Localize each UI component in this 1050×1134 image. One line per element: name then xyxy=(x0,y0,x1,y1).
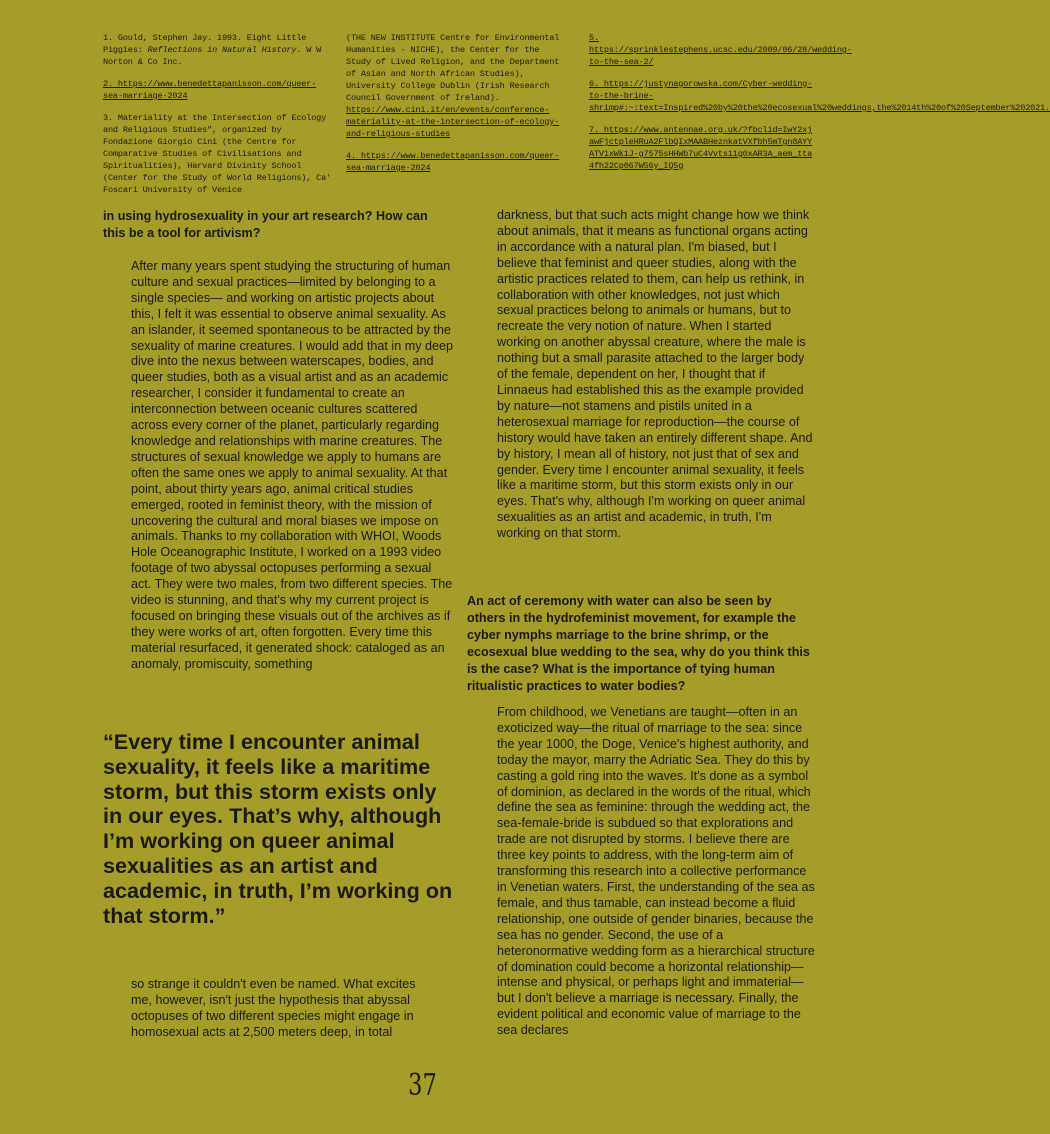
footnote-4[interactable]: 4. https://www.benedettapanisson.com/queer-sea-marriage-2024 xyxy=(346,151,560,173)
interview-question-2: An act of ceremony with water can also be seen by others in the hydrofeminist movement, for example the cyber nymphs marriage to the brine shrimp, or the ecosexual blue wedding to the sea, why do you think this is the case? What is the importance of tying human ritualistic practices to water bodies? xyxy=(467,594,810,693)
footnote-1: 1. Gould, Stephen Jay. 1993. Eight Little Piggies: Reflections in Natural History. W W Norton & Co Inc. xyxy=(103,33,322,67)
interview-answer-2: From childhood, we Venetians are taught—often in an exoticized way—the ritual of marriage to the sea: since the year 1000, the Doge, Venice's highest authority, and today the mayor, marry the Adriatic Sea. They do this by casting a gold ring into the waves. It's done as a symbol of dominion, as declared in the words of the ritual, which define the sea as feminine: through the wedding act, the sea-female-bride is subdued so that explorations and trade are not disrupted by storms. I believe there are three key points to address, with the long-term aim of transforming this research into a collective performance in Venetian waters. First, the understanding of the sea as female, and thus tamable, can instead become a fluid relationship, one outside of gender binaries, because the sea has no gender. Second, the use of a heteronormative wedding form as a hierarchical structure of domination could become a horizontal relationship—intense and physical, or perhaps light and immaterial—but I don't believe a marriage is necessary. Finally, the evident political and economic value of marriage to the sea declares xyxy=(497,705,815,1038)
footnote-6[interactable]: 6. https://justynagorowska.com/Cyber-wedding-to-the-brine-shrimp#:~:text=Inspired%20by%20the%20ecosexual%20weddings,the%2014th%20of%20September%202021. xyxy=(589,79,1050,113)
interview-answer-1-continued: so strange it couldn't even be named. What excites me, however, isn't just the hypothesis that abyssal octopuses of two different species might engage in homosexual acts at 2,500 meters deep, in total xyxy=(131,977,416,1039)
footnote-3-link[interactable]: https://www.cini.it/en/events/conference-materiality-at-the-intersection-of-ecology-and-religious-studies xyxy=(346,105,560,139)
footnotes-column-2 xyxy=(346,32,568,184)
interview-answer-1: After many years spent studying the structuring of human culture and sexual practices—limited by belonging to a single species— and working on artistic projects about this, I felt it was essential to observe animal sexuality. As an islander, it seemed spontaneous to be attracted by the sexuality of marine creatures. I would add that in my deep dive into the nexus between waterscapes, bodies, and queer studies, both as a visual artist and as an academic researcher, I consider it fundamental to create an interconnection between oceanic cultures scattered across every corner of the planet, particularly regarding knowledge and relationships with marine creatures. The structures of sexual knowledge we apply to humans are often the same ones we apply to animal sexuality. At that point, about thirty years ago, animal critical studies emerged, rooted in feminist theory, with the mission of uncovering the cultural and moral biases we impose on animals. Thanks to my collaboration with WHOI, Woods Hole Oceanographic Institute, I worked on a 1993 video footage of two abyssal octopuses performing a sexual act. They were two males, from two different species. The video is stunning, and that's why my current project is focused on bringing these visuals out of the archives as if they were works of art, often forgotten. Every time this material resurfaced, it generated shock: cataloged as an anomaly, promiscuity, something xyxy=(131,259,454,671)
footnote-1-book-title: Reflections in Natural History xyxy=(147,45,297,55)
footnote-5[interactable]: 5. https://sprinklestephens.ucsc.edu/2009/06/28/wedding-to-the-sea-2/ xyxy=(589,33,852,67)
footnotes-column-3 xyxy=(589,32,1050,182)
footnotes-column-1 xyxy=(103,32,335,206)
interview-question-1: in using hydrosexuality in your art research? How can this be a tool for artivism? xyxy=(103,209,428,240)
footnote-7[interactable]: 7. https://www.antennae.org.uk/?fbclid=IwY2xjawFjctpleHRuA2FlbQIxMAABHeznkatVXfbh5mTgn8AYYATV1xWk1J-g7575sHHWb7uC4Vvts11g0xAR3A_aem_tta4fh22Cp067W56y_IQ5g xyxy=(589,125,813,171)
page-number: 37 xyxy=(408,1068,437,1103)
footnote-3-continued: (THE NEW INSTITUTE Centre for Environmental Humanities - NICHE), the Center for the Study of Lived Religion, and the Department of Asian and North African Studies), University College Dublin (Irish Research Council Government of Ireland). https://www.cini.it/en/events/conference-materiality-at-the-intersection-of-ecology-and-religious-studies xyxy=(346,33,560,139)
footnote-2[interactable]: 2. https://www.benedettapanisson.com/queer-sea-marriage-2024 xyxy=(103,79,317,101)
footnote-3: 3. Materiality at the Intersection of Ecology and Religious Studies", organized by Fondazione Giorgio Cini (the Centre for Comparative Studies of Civilisations and Spiritualities), Harvard Divinity School (Center for the Study of World Religions), Ca' Foscari University of Venice xyxy=(103,113,332,195)
pull-quote: “Every time I encounter animal sexuality, it feels like a maritime storm, but this storm exists only in our eyes. That’s why, although I’m working on queer animal sexualities as an artist and academic, in truth, I’m working on that storm.” xyxy=(103,729,453,928)
interview-answer-1-right-column: darkness, but that such acts might change how we think about animals, that it means as functional organs acting in accordance with a natural plan. I'm biased, but I believe that feminist and queer studies, along with the artistic practices related to them, can help us rethink, in collaboration with other knowledges, not just which sexual practices belong to animals or humans, but to recreate the very notion of nature. When I started working on another abyssal creature, where the male is nothing but a small parasite attached to the larger body of the female, dependent on her, I thought that if Linnaeus had established this as the example provided by nature—not stamens and pistils united in a heterosexual marriage for reproduction—the course of history would have taken an entirely different shape. And by history, I mean all of history, not just that of sex and gender. Every time I encounter animal sexuality, it feels like a maritime storm, but this storm exists only in our eyes. That's why, although I'm working on queer animal sexualities as an artist and academic, in truth, I'm working on that storm. xyxy=(497,208,813,541)
